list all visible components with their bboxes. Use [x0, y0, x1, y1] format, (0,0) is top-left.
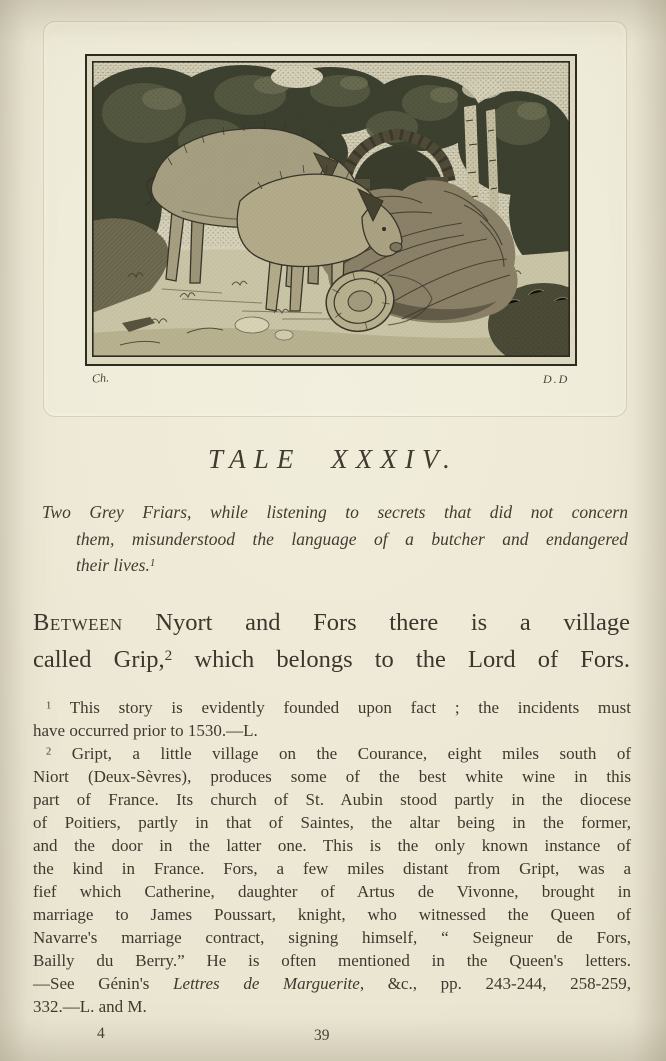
headnote-line-3: their lives.$^1$	[76, 555, 156, 575]
footnote-2-line-10: Bailly du Berry.” He is often mentioned in the Queen's letters.	[33, 951, 631, 970]
body-paragraph	[33, 604, 630, 678]
cited-work-title: Lettres de Marguerite	[173, 974, 360, 993]
headnote-line-1: Two Grey Friars, while listening to secrets that did not concern	[42, 502, 628, 522]
footnote-2-line-11: —See Génin's Lettres de Marguerite, &c., pp. 243-244, 258-259,	[33, 974, 631, 993]
signature-mark: 4	[97, 1025, 105, 1042]
footnote-2-line-5: and the door in the latter one. This is the only known instance of	[33, 836, 631, 855]
footnote-1-line-1: $^1$ This story is evidently founded upon fact ; the incidents must	[46, 698, 631, 717]
footnote-2-line-9: Navarre's marriage contract, signing himself, “ Seigneur de Fors,	[33, 928, 631, 947]
body-line-1: Between Nyort and Fors there is a village	[33, 609, 630, 636]
engraver-signature-right: D.D	[543, 372, 570, 386]
headnote-line-2: them, misunderstood the language of a butcher and endangered	[76, 528, 628, 549]
opening-word: Between	[33, 609, 123, 636]
footnote-2-line-2: Niort (Deux-Sèvres), produces some of the best white wine in this	[33, 767, 631, 786]
headnote	[42, 499, 628, 579]
footnote-2-line-6: the kind in France. Fors, a few miles distant from Gript, was a	[33, 859, 631, 878]
footnote-1-line-2: have occurred prior to 1530.—L.	[33, 721, 258, 740]
engraver-signature-left: Ch.	[91, 370, 110, 386]
footnote-2-line-1: $^2$ Gript, a little village on the Courance, eight miles south of	[46, 744, 631, 763]
footnote-ref-1: 1	[149, 557, 156, 570]
footnote-2-line-7: fief which Catherine, daughter of Artus de Vivonne, brought in	[33, 882, 631, 901]
engraving-illustration	[92, 61, 570, 357]
footnote-2-line-12: 332.—L. and M.	[33, 997, 147, 1016]
footnotes	[33, 696, 631, 1018]
footnote-ref-2: 2	[164, 647, 173, 665]
footnote-2-line-4: of Poitiers, partly in that of Saintes, the altar being in the former,	[33, 813, 631, 832]
footnote-2-line-3: part of France. Its church of St. Aubin stood partly in the diocese	[33, 790, 631, 809]
body-line-2: called Grip,$^2$ which belongs to the Lord of Fors.	[33, 646, 630, 673]
footnote-1-marker: 1	[46, 700, 52, 712]
tale-title: TALE XXXIV.	[208, 444, 458, 474]
footnote-2-marker: 2	[46, 746, 52, 758]
engraving-frame	[85, 54, 577, 366]
page-number: 39	[314, 1027, 330, 1044]
footnote-2-line-8: marriage to James Poussart, knight, who witnessed the Queen of	[33, 905, 631, 924]
